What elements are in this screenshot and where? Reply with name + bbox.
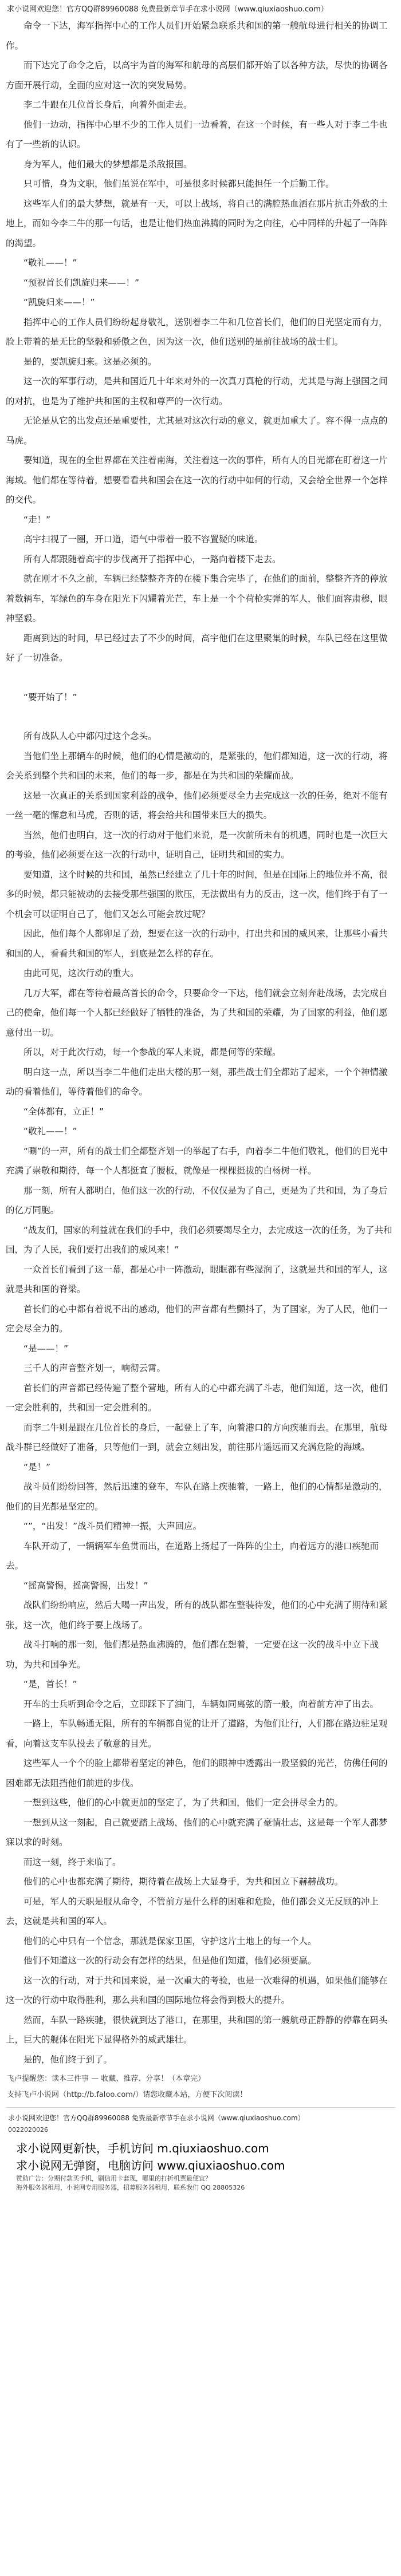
story-paragraph: 他们不知道这一次的行动会有怎样的结果，但是他们知道，他们必须要赢。	[23, 1955, 317, 1966]
story-paragraph: “战友们，国家的利益就在我们的手中，我们必须要竭尽全力，去完成这一次的任务，为了共和国，为了人民，我们要打出我们的威风来！”	[6, 1224, 392, 1255]
story-paragraph: 他们一边动，指挥中心里不少的工作人员们一边看着，在这一个时候，有一些人对于李二牛也有了一些新的认识。	[6, 119, 388, 149]
story-paragraph: 因此，他们每个人都卯足了劲，想要在这一次的行动中，打出共和国的威风来，让那些小看共和国的人，看看共和国的军人，到底是怎么样的存在。	[6, 929, 388, 959]
story-paragraph: 而李二牛则是跟在几位首长的身后，一起登上了车，向着港口的方向疾驰而去。在那里，航母战斗群已经做好了准备，只等他们一到，就会立刻出发，前往那片遥远而又充满危险的海域。	[6, 1422, 388, 1452]
chapter-content	[6, 16, 395, 2069]
desktop-access-line[interactable]: 求小说网无弹窗，电脑访问 www.qiuxiaoshuo.com	[16, 2159, 285, 2172]
story-paragraph: 战斗员们纷纷回答，然后迅速的登车，车队在路上疾驰着，一路上，他们的心情都是激动的，他们的目光都是坚定的。	[6, 1481, 388, 1512]
blank-line	[6, 707, 395, 726]
story-paragraph: 战队们纷纷响应，然后大喝一声出发，所有的战队都在整装待发，他们的心中充满了期待和紧张，这一次，他们终于要上战场了。	[6, 1600, 388, 1630]
story-paragraph: 所有人都跟随着高宇的步伐离开了指挥中心，一路向着楼下走去。	[23, 554, 281, 564]
story-paragraph: 当他们坐上那辆车的时候，他们的心情是激动的，是紧张的，他们都知道，这一次的行动，将会关系到整个共和国的未来，他们的每一步，都是在为共和国的荣耀而战。	[6, 750, 388, 781]
story-paragraph: 当然，他们也明白，这一次的行动对于他们来说，是一次前所未有的机遇，同时也是一次巨大的考验，他们必须要在这一次的行动中，证明自己，证明共和国的实力。	[6, 829, 388, 860]
blank-line	[6, 668, 395, 688]
chapter-end-note: 飞卢提醒您：读本三件事 — 收藏、推荐、分享！（本章完）	[7, 2075, 206, 2083]
story-paragraph: 他们的心中只有一个信念，那就是保家卫国，守护这片土地上的每一个人。	[23, 1935, 317, 1946]
story-paragraph: 这些军人们的最大梦想，就是有一天，可以上战场，将自己的满腔热血洒在那片抗击外敌的土地上，而如今李二牛的那一句话，也是让他们热血沸腾的同时为之向往，心中同样的升起了一阵阵的渴望。	[6, 198, 388, 248]
story-paragraph: 战斗打响的那一刻，他们都是热血沸腾的，他们都在想着，一定要在这一次的战斗中立下战功，为共和国争光。	[6, 1639, 379, 1670]
story-paragraph: 指挥中心的工作人员们纷纷起身敬礼，送别着李二牛和几位首长们，他们的目光坚定而有力，脸上带着的是无比的坚毅和骄傲之色，因为这一次，他们送别的是前往战场的战士们。	[6, 317, 388, 347]
story-paragraph: “是，首长！”	[23, 1679, 77, 1689]
story-paragraph: 这是一次真正的关系到国家利益的战争，他们必须要尽全力去完成这一次的任务，绝对不能有一丝一毫的懈怠和马虎，否则的话，将会给共和国带来巨大的损失。	[6, 790, 388, 820]
story-paragraph: “摇高警惕，摇高警惕，出发！”	[23, 1580, 148, 1591]
story-paragraph: 那一刻，所有人都明白，他们这一次的行动，不仅仅是为了自己，更是为了共和国，为了身后的亿万同胞。	[6, 1185, 388, 1215]
story-paragraph: “”，“出发！”战斗员们精神一振，大声回应。	[23, 1521, 202, 1531]
story-paragraph: 要知道，现在的全世界都在关注着南海，关注着这一次的事件，所有人的目光都在盯着这一片海域。他们都在等待着，想要看看共和国会在这一次的行动中如何的行动，又会给全世界一个怎样的交代。	[6, 455, 388, 505]
story-paragraph: 命令一下达，海军指挥中心的工作人员们开始紧急联系共和国的第一艘航母进行相关的协调工作。	[6, 21, 388, 51]
footer	[6, 2112, 395, 2192]
story-paragraph: 是的，他们终于到了。	[23, 2054, 113, 2065]
story-paragraph: 他们的心中也都充满了期待，期待着在战场上大显身手，为共和国立下赫赫战功。	[23, 1876, 344, 1887]
story-paragraph: 是的，要凯旋归来。这是必须的。	[23, 356, 157, 367]
story-paragraph: 首长们的声音都已经传遍了整个营地，所有人的心中都充满了斗志，他们知道，这一次，他们一定会胜利的，共和国一定会胜利的。	[6, 1382, 388, 1413]
story-paragraph: “是！”	[23, 1461, 51, 1472]
story-paragraph: 一路上，车队畅通无阻，所有的车辆都自觉的让开了道路，为他们让行，人们都在路边驻足观看，向着这支车队投去了敬意的目光。	[6, 1718, 388, 1749]
story-paragraph: “是——！”	[23, 1343, 69, 1354]
story-paragraph: 三千人的声音整齐划一，响彻云霄。	[23, 1363, 166, 1373]
story-paragraph: 无论是从它的出发点还是重要性，尤其是对这次行动的意义，就更加重大了。容不得一点点的马虎。	[6, 416, 388, 446]
story-paragraph: “唰”的一声，所有的战士们全都整齐划一的举起了右手，向着李二牛他们敬礼，他们的目光中充满了崇敬和期待，每一个人都挺直了腰板，就像是一棵棵挺拔的白杨树一样。	[6, 1145, 388, 1176]
story-paragraph: “凯旋归来——！”	[23, 297, 95, 307]
story-paragraph: 距离到达的时间，早已经过去了不少的时间，高宇他们在这里聚集的时候，车队已经在这里做好了一切准备。	[6, 633, 388, 663]
story-paragraph: 这一次的军事行动，是共和国近几十年来对外的一次真刀真枪的行动，尤其是与海上强国之间的对抗，也是为了维护共和国的主权和尊严的一次行动。	[6, 376, 388, 406]
story-paragraph: “预祝首长们凯旋归来——！”	[23, 277, 140, 288]
story-paragraph: 而下达完了命令之后，以高宇为首的海军和航母的高层们都开始了以各种方法，尽快的协调各方面开展行动，全面的应对这一次的突发局势。	[6, 60, 388, 90]
support-link-line[interactable]: 支持飞卢小说网（http://b.faloo.com/）请您收藏本站，方便下次阅读！	[7, 2091, 247, 2099]
story-paragraph: “敬礼——！”	[23, 258, 77, 268]
footer-notice: 求小说网欢迎您！官方QQ群89960088 免费最新章节手在求小说网（www.qiuxiaoshuo.com）	[8, 2114, 305, 2122]
site-notice-header: 求小说网欢迎您！官方QQ群89960088 免费最新章节手在求小说网（www.qiuxiaoshuo.com）	[7, 5, 328, 14]
story-paragraph: 所有战队人心中都闪过这个念头。	[23, 731, 157, 741]
story-paragraph: 然而，车队一路疾驰，很快就到达了港口，在那里，共和国的第一艘航母正静静的停靠在码头上，巨大的舰体在阳光下显得格外的威武雄壮。	[6, 2014, 388, 2045]
story-paragraph: “敬礼——！”	[23, 1126, 77, 1136]
story-paragraph: 这一次的行动，对于共和国来说，是一次重大的考验，也是一次难得的机遇，如果他们能够在这一次的行动中取得胜利，那么共和国的国际地位将会得到极大的提升。	[6, 1975, 388, 2005]
sponsor-ad-line[interactable]: 赞助广告：分期付款买手机，刷信用卡套现，哪里的打折机票最便宜？	[16, 2175, 211, 2182]
story-paragraph: 身为军人，他们最大的梦想都是杀敌报国。	[23, 159, 192, 169]
story-paragraph: 车队开动了，一辆辆军车鱼贯而出，在道路上扬起了一阵阵的尘土，向着远方的港口疾驰而去。	[6, 1540, 379, 1571]
story-paragraph: 所以，对于此次行动，每一个参战的军人来说，都是何等的荣耀。	[23, 1047, 281, 1057]
story-paragraph: 开车的士兵听到命令之后，立即踩下了油门，车辆如同离弦的箭一般，向着前方冲了出去。	[23, 1698, 379, 1709]
story-paragraph: 首长们的心中都有着说不出的感动，他们的声音都有些颤抖了，为了国家，为了人民，他们一定会尽全力的。	[6, 1303, 388, 1334]
story-paragraph: 一众首长们看到了这一幕，都是心中一阵激动，眼眶都有些湿润了，这就是共和国的军人，这就是共和国的脊梁。	[6, 1264, 388, 1294]
story-paragraph: 几万大军，都在等待着最高首长的命令，只要命令一下达，他们就会立刻奔赴战场，去完成自己的使命，他们每一个人都已经做好了牺牲的准备，为了共和国的荣耀，为了国家的利益，他们愿意付出一切。	[6, 987, 388, 1038]
mobile-access-line[interactable]: 求小说网更新快，手机访问 m.qiuxiaoshuo.com	[16, 2142, 269, 2155]
story-paragraph: 李二牛跟在几位首长身后，向着外面走去。	[23, 100, 192, 110]
story-paragraph: “走！”	[23, 514, 51, 525]
story-paragraph: 明白这一点，所以当李二牛他们走出大楼的那一刻，那些战士们全都站了起来，一个个神情激动的看着他们，等待着他们的命令。	[6, 1066, 388, 1097]
story-paragraph: 就在刚才不久之前，车辆已经整整齐齐的在楼下集合完毕了，在他们的面前，整整齐齐的停放着数辆车，军绿色的车身在阳光下闪耀着光芒，车上是一个个荷枪实弹的军人，他们面容肃穆，眼神坚毅。	[6, 574, 388, 623]
story-paragraph: 一想到从这一刻起，自己就要踏上战场，他们的心中就充满了豪情壮志，这是每一个军人都梦寐以求的时刻。	[6, 1817, 388, 1847]
footer-divider	[6, 2107, 395, 2108]
story-paragraph: 由此可见，这次行动的重大。	[23, 968, 139, 978]
story-paragraph: 只可惜，身为文职，他们虽说在军中，可是很多时候都只能担任一个后勤工作。	[23, 179, 335, 189]
story-paragraph: 高宇扫视了一圈，开口道，语气中带着一股不容置疑的味道。	[23, 534, 264, 544]
story-paragraph: “要开始了！”	[23, 692, 77, 702]
server-ad-line[interactable]: 海外服务器租用，小说网专用服务器，招募服务器租用，联系我们 QQ 28805326	[16, 2184, 245, 2191]
story-paragraph: “全体都有，立正！”	[23, 1106, 104, 1117]
footer-code: 0022020026	[8, 2126, 48, 2134]
story-paragraph: 要知道，这个时候的共和国，虽然已经建立了几十年的时间，但是在国际上的地位并不高，很多的时候，都只能被动的去接受那些强国的欺压，无法做出有力的反击，这一次，他们终于有了一个机会可以证明自己了，他们又怎么可能会放过呢？	[6, 869, 388, 919]
story-paragraph: 可是，军人的天职是服从命令，不管前方是什么样的困难和危险，他们都会义无反顾的冲上去，这就是共和国的军人。	[6, 1896, 379, 1926]
story-paragraph: 而这一刻，终于来临了。	[23, 1856, 121, 1867]
story-paragraph: 这些军人一个个的脸上都带着坚定的神色，他们的眼神中透露出一股坚毅的光芒，仿佛任何的困难都无法阻挡他们前进的步伐。	[6, 1758, 388, 1788]
story-paragraph: 一想到这些，他们的心中就更加的坚定了，为了共和国，他们一定会拼尽全力的。	[23, 1797, 344, 1808]
